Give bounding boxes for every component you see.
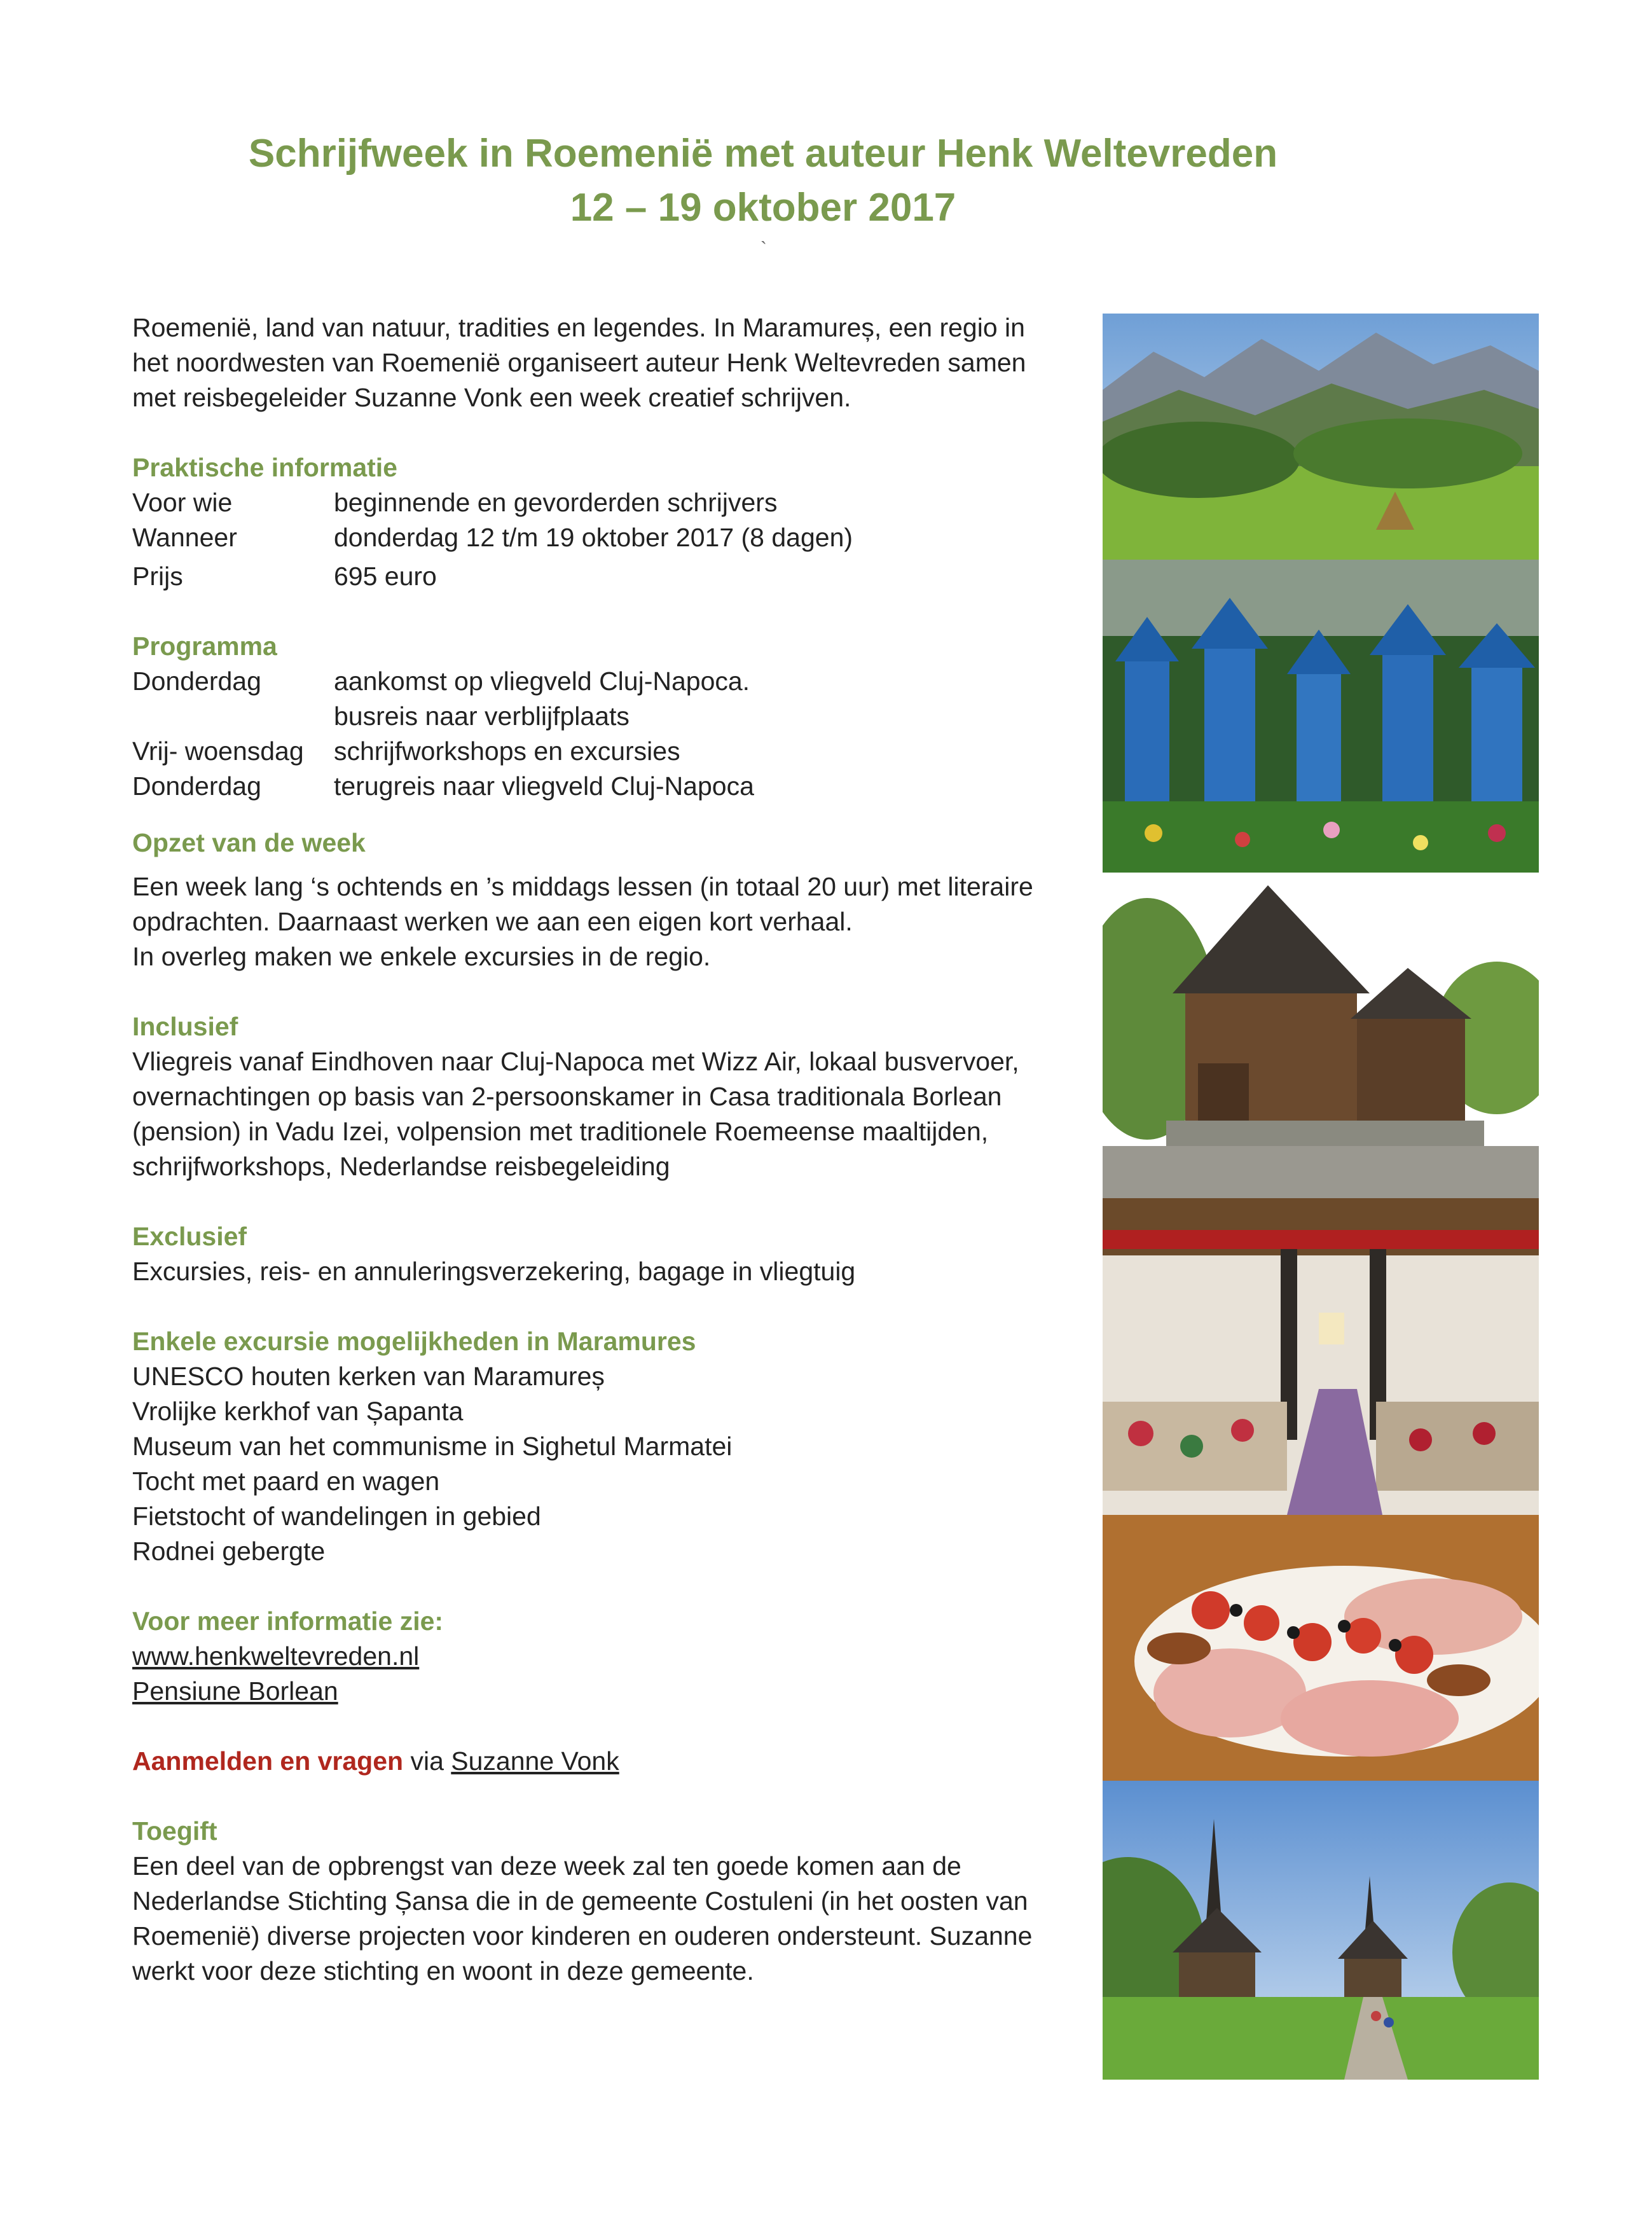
program-row bbox=[132, 734, 1086, 769]
program-activity: busreis naar verblijfplaats bbox=[334, 701, 630, 731]
section-heading-opzet: Opzet van de week bbox=[132, 828, 366, 857]
info-row bbox=[132, 559, 1086, 594]
program-activity: schrijfworkshops en excursies bbox=[334, 736, 680, 766]
section-heading-toegift: Toegift bbox=[132, 1816, 217, 1846]
stray-mark: ` bbox=[761, 238, 767, 259]
info-label: Prijs bbox=[132, 562, 183, 591]
program-day bbox=[132, 699, 334, 734]
pension-link[interactable]: Pensiune Borlean bbox=[132, 1676, 338, 1706]
inclusief-line: overnachtingen op basis van 2-persoonskamer in Casa traditionala Borlean bbox=[132, 1082, 1002, 1111]
program-row bbox=[132, 664, 1086, 699]
opzet-line: opdrachten. Daarnaast werken we aan een eigen kort verhaal. bbox=[132, 907, 853, 936]
info-row bbox=[132, 485, 1086, 520]
signup-label: Aanmelden en vragen bbox=[132, 1746, 404, 1776]
wooden-house-photo bbox=[1103, 873, 1539, 1198]
merry-cemetery-photo bbox=[1103, 560, 1539, 873]
info-row bbox=[132, 520, 1086, 555]
section-heading-inclusief: Inclusief bbox=[132, 1012, 238, 1041]
program-day: Vrij- woensdag bbox=[132, 736, 304, 766]
excursion-item: Fietstocht of wandelingen in gebied bbox=[132, 1502, 541, 1531]
section-heading-excursies: Enkele excursie mogelijkheden in Maramures bbox=[132, 1327, 696, 1356]
section-heading-exclusief: Exclusief bbox=[132, 1222, 247, 1251]
program-activity: aankomst op vliegveld Cluj-Napoca. bbox=[334, 667, 750, 696]
document-dates: 12 – 19 oktober 2017 bbox=[570, 186, 956, 230]
food-platter-photo bbox=[1103, 1515, 1539, 1781]
program-day: Donderdag bbox=[132, 667, 261, 696]
website-link[interactable]: www.henkweltevreden.nl bbox=[132, 1641, 420, 1671]
exclusief-line: Excursies, reis- en annuleringsverzekering, bagage in vliegtuig bbox=[132, 1257, 856, 1286]
contact-link[interactable]: Suzanne Vonk bbox=[451, 1746, 619, 1776]
excursion-item: Vrolijke kerkhof van Șapanta bbox=[132, 1397, 464, 1426]
program-activity: terugreis naar vliegveld Cluj-Napoca bbox=[334, 771, 754, 801]
main-text-column bbox=[132, 310, 1086, 1989]
info-value: 695 euro bbox=[334, 562, 437, 591]
info-value: beginnende en gevorderden schrijvers bbox=[334, 488, 778, 517]
excursion-item: Rodnei gebergte bbox=[132, 1537, 326, 1566]
opzet-line: In overleg maken we enkele excursies in de regio. bbox=[132, 942, 711, 971]
excursion-item: UNESCO houten kerken van Maramureș bbox=[132, 1362, 605, 1391]
section-heading-programma: Programma bbox=[132, 632, 277, 661]
signup-line bbox=[132, 1744, 1086, 1779]
program-row bbox=[132, 769, 1086, 804]
toegift-line: Roemenië) diverse projecten voor kinderen en ouderen ondersteunt. Suzanne bbox=[132, 1921, 1033, 1951]
toegift-line: werkt voor deze stichting en woont in deze gemeente. bbox=[132, 1956, 754, 1986]
info-label: Wanneer bbox=[132, 523, 237, 552]
info-label: Voor wie bbox=[132, 488, 233, 517]
program-row bbox=[132, 699, 1086, 734]
signup-via: via bbox=[403, 1746, 451, 1776]
inclusief-line: Vliegreis vanaf Eindhoven naar Cluj-Napoca met Wizz Air, lokaal busvervoer, bbox=[132, 1047, 1019, 1076]
opzet-line: Een week lang ‘s ochtends en ’s middags lessen (in totaal 20 uur) met literaire bbox=[132, 872, 1033, 901]
excursion-item: Museum van het communisme in Sighetul Marmatei bbox=[132, 1432, 733, 1461]
toegift-line: Nederlandse Stichting Șansa die in de gemeente Costuleni (in het oosten van bbox=[132, 1886, 1028, 1916]
intro-line: met reisbegeleider Suzanne Vonk een week creatief schrijven. bbox=[132, 383, 851, 412]
program-day: Donderdag bbox=[132, 771, 261, 801]
info-value: donderdag 12 t/m 19 oktober 2017 (8 dagen) bbox=[334, 523, 853, 552]
intro-line: Roemenië, land van natuur, tradities en legendes. In Maramureș, een regio in bbox=[132, 313, 1025, 342]
document-title: Schrijfweek in Roemenië met auteur Henk Weltevreden bbox=[248, 132, 1278, 176]
intro-line: het noordwesten van Roemenië organiseert auteur Henk Weltevreden samen bbox=[132, 348, 1026, 377]
inclusief-line: schrijfworkshops, Nederlandse reisbegeleiding bbox=[132, 1152, 670, 1181]
mountain-landscape-photo bbox=[1103, 314, 1539, 560]
inclusief-line: (pension) in Vadu Izei, volpension met traditionele Roemeense maaltijden, bbox=[132, 1117, 989, 1146]
guest-room-photo bbox=[1103, 1198, 1539, 1515]
wooden-church-photo bbox=[1103, 1781, 1539, 2080]
toegift-line: Een deel van de opbrengst van deze week zal ten goede komen aan de bbox=[132, 1851, 961, 1881]
excursion-item: Tocht met paard en wagen bbox=[132, 1467, 440, 1496]
section-heading-meer-info: Voor meer informatie zie: bbox=[132, 1606, 444, 1636]
section-heading-praktisch: Praktische informatie bbox=[132, 453, 397, 482]
